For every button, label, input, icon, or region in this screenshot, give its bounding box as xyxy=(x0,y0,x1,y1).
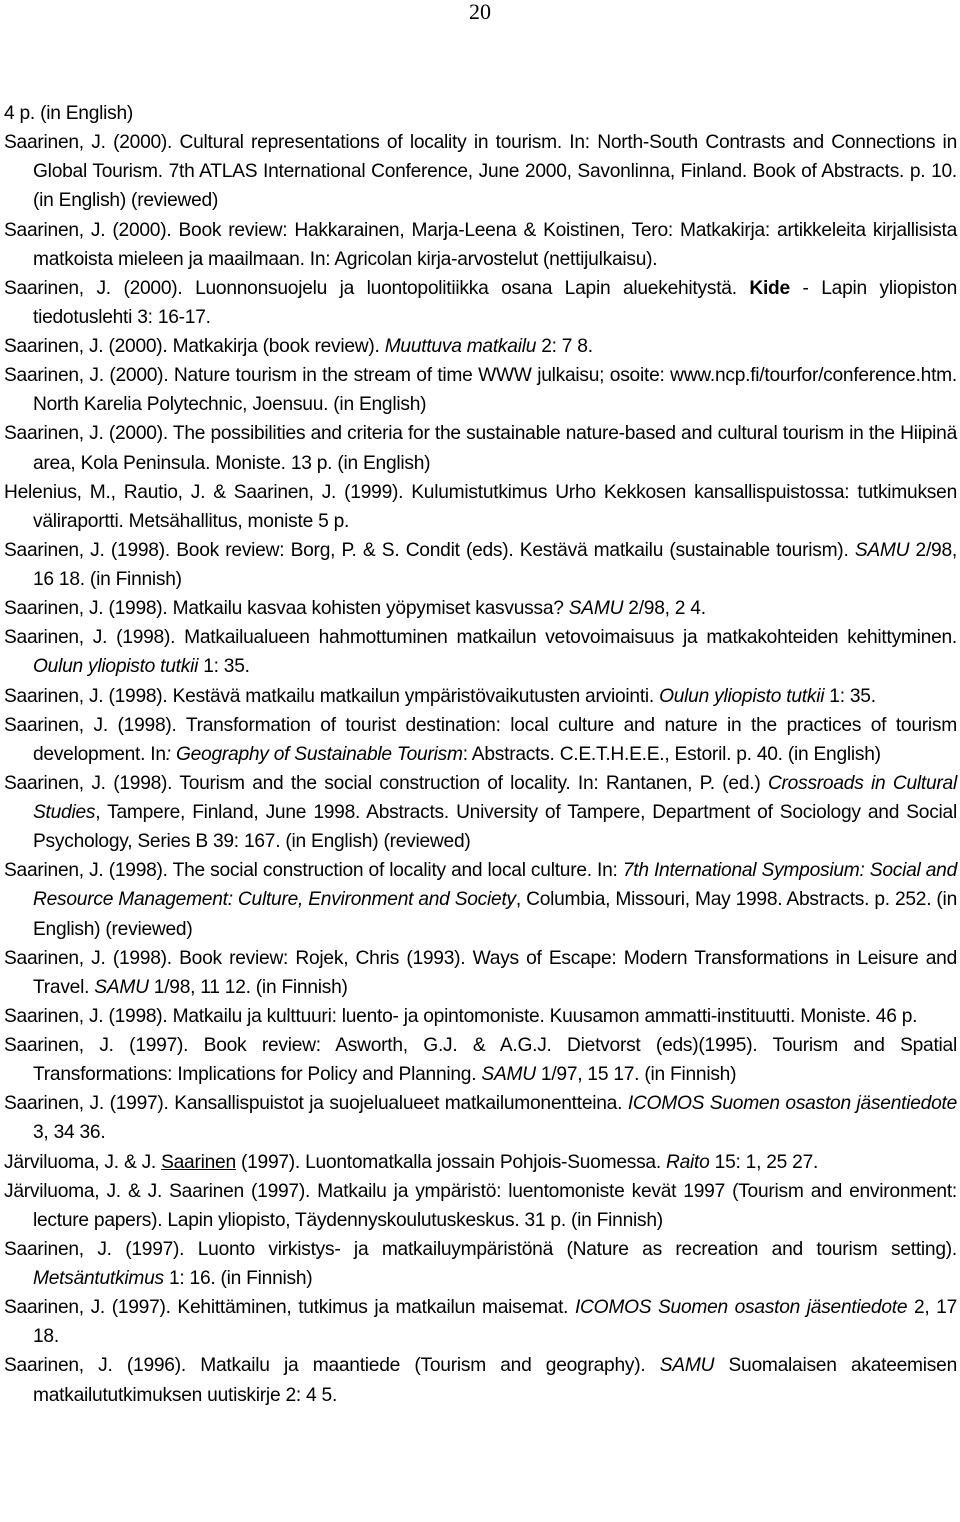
reference-entry xyxy=(4,536,957,594)
reference-text: - Lapin yliopiston tiedotuslehti 3: 16-17. xyxy=(33,277,957,328)
reference-text: 1: 35. xyxy=(824,685,876,707)
reference-italic-text: SAMU xyxy=(568,598,624,620)
reference-text: , Columbia, Missouri, May 1998. Abstracts. p. 252. (in English) (reviewed) xyxy=(33,889,957,940)
reference-entry xyxy=(4,128,957,215)
reference-text: Saarinen, J. (1997). Kehittäminen, tutkimus ja matkailun maisemat. xyxy=(4,1297,575,1319)
reference-entry xyxy=(4,1089,957,1147)
reference-entry xyxy=(4,623,957,681)
page-number: 20 xyxy=(469,0,491,24)
reference-italic-text: SAMU xyxy=(94,976,149,998)
reference-text: Saarinen, J. (2000). Matkakirja (book review). xyxy=(4,336,385,357)
reference-italic-text: Raito xyxy=(666,1151,710,1173)
reference-entry xyxy=(4,1177,957,1235)
reference-italic-text: Muuttuva matkailu xyxy=(384,336,537,357)
reference-text: 2: 7 8. xyxy=(536,336,593,357)
reference-text: Helenius, M., Rautio, J. & Saarinen, J. (1999). Kulumistutkimus Urho Kekkosen kansallispuistossa: tutkimuksen väliraportti. Metsähallitus, moniste 5 p. xyxy=(4,481,957,532)
reference-text: Saarinen, J. (1998). Matkailu ja kulttuuri: luento- ja opintomoniste. Kuusamon ammatti-instituutti. Moniste. 46 p. xyxy=(4,1005,918,1027)
reference-text: , Tampere, Finland, June 1998. Abstracts. University of Tampere, Department of Sociology and Social Psychology, Series B 39: 167. (in English) (reviewed) xyxy=(33,802,957,853)
reference-entry xyxy=(4,769,957,856)
reference-italic-text: SAMU xyxy=(854,539,910,561)
reference-list xyxy=(4,99,957,1410)
reference-text: Saarinen, J. (2000). Book review: Hakkarainen, Marja-Leena & Koistinen, Tero: Matkakirja: artikkeleita kirjallisista matkoista mieleen ja maailmaan. In: Agricolan kirja-arvostelut (nettijulkaisu). xyxy=(4,219,957,270)
reference-text: Saarinen, J. (2000). Nature tourism in the stream of time WWW julkaisu; osoite: www.ncp.fi/tourfor/conference.htm. North Karelia Polytechnic, Joensuu. (in English) xyxy=(4,365,957,416)
reference-text: Saarinen, J. (2000). Luonnonsuojelu ja luontopolitiikka osana Lapin aluekehitystä. xyxy=(4,277,750,299)
reference-italic-text: SAMU xyxy=(481,1064,536,1086)
reference-entry xyxy=(4,1031,957,1089)
reference-entry xyxy=(4,274,957,332)
reference-text: 3, 34 36. xyxy=(33,1122,106,1144)
reference-entry xyxy=(4,1002,957,1031)
reference-text: Saarinen, J. (1997). Book review: Asworth, G.J. & A.G.J. Dietvorst (eds)(1995). Tourism and Spatial Transformations: Implications for Policy and Planning. xyxy=(4,1035,957,1086)
reference-text: Saarinen, J. (1996). Matkailu ja maantiede (Tourism and geography). xyxy=(4,1355,660,1377)
reference-text: Järviluoma, J. & J. Saarinen (1997). Matkailu ja ympäristö: luentomoniste kevät 1997 (Tourism and environment: lecture papers). Lapin yliopisto, Täydennyskoulutuskeskus. 31 p. (in Finnish) xyxy=(4,1180,957,1231)
reference-text: Saarinen, J. (1998). Kestävä matkailu matkailun ympäristövaikutusten arviointi. xyxy=(4,685,660,707)
reference-text: 15: 1, 25 27. xyxy=(709,1151,819,1173)
reference-entry xyxy=(4,594,957,623)
reference-text: 1: 35. xyxy=(198,656,250,678)
reference-text: Saarinen, J. (1998). Book review: Rojek, Chris (1993). Ways of Escape: Modern Transformations in Leisure and Travel. xyxy=(4,947,957,998)
reference-italic-text: Metsäntutkimus xyxy=(33,1268,164,1289)
reference-entry xyxy=(4,944,957,1002)
reference-entry xyxy=(4,478,957,536)
reference-italic-text: Crossroads in Cultural Studies xyxy=(33,772,957,823)
reference-entry xyxy=(4,856,957,943)
reference-text: : Abstracts. C.E.T.H.E.E., Estoril. p. 40. (in English) xyxy=(462,743,881,765)
reference-text: Järviluoma, J. & J. xyxy=(4,1151,162,1173)
reference-text: 4 p. (in English) xyxy=(4,103,134,124)
reference-text: Saarinen, J. (1998). Transformation of tourist destination: local culture and nature in the practices of tourism development. In xyxy=(4,714,957,765)
reference-text: Saarinen, J. (1998). Book review: Borg, P. & S. Condit (eds). Kestävä matkailu (sustainable tourism). xyxy=(4,539,855,561)
reference-text: Suomalaisen akateemisen matkailututkimuksen uutiskirje 2: 4 5. xyxy=(33,1355,957,1406)
reference-italic-text: SAMU xyxy=(659,1355,715,1377)
reference-italic-text: : Geography of Sustainable Tourism xyxy=(165,743,463,765)
reference-entry xyxy=(4,361,957,419)
reference-bold-text: Kide xyxy=(749,277,790,299)
reference-text: Saarinen, J. (1997). Kansallispuistot ja suojelualueet matkailumonentteina. xyxy=(4,1093,628,1115)
reference-entry xyxy=(4,99,957,128)
reference-text: Saarinen, J. (1998). Tourism and the social construction of locality. In: Rantanen, P. (ed.) xyxy=(4,772,768,794)
reference-text: Saarinen xyxy=(161,1151,236,1173)
reference-text: (1997). Luontomatkalla jossain Pohjois-Suomessa. xyxy=(235,1151,667,1173)
reference-entry xyxy=(4,1148,957,1177)
reference-text: 2/98, 16 18. (in Finnish) xyxy=(33,539,957,590)
reference-text: 1/97, 15 17. (in Finnish) xyxy=(535,1064,737,1086)
reference-entry xyxy=(4,332,957,361)
reference-text: Saarinen, J. (2000). Cultural representations of locality in tourism. In: North-South Contrasts and Connections in Global Tourism. 7th ATLAS International Conference, June 2000, Savonlinna, Finland. Book of Abstracts. p. 10. (in English) (reviewed) xyxy=(4,132,957,212)
reference-italic-text: Oulun yliopisto tutkii xyxy=(659,685,825,707)
reference-text: Saarinen, J. (1997). Luonto virkistys- ja matkailuympäristönä (Nature as recreation and tourism setting). xyxy=(4,1238,957,1260)
reference-text: Saarinen, J. (1998). Matkailualueen hahmottuminen matkailun vetovoimaisuus ja matkakohteiden kehittyminen. xyxy=(4,627,957,649)
reference-entry xyxy=(4,1235,957,1293)
reference-italic-text: 7th International Symposium: Social and Resource Management: Culture, Environment and Society xyxy=(33,860,957,911)
reference-entry xyxy=(4,1351,957,1409)
reference-text: Saarinen, J. (1998). The social construction of locality and local culture. In: xyxy=(4,860,623,882)
reference-italic-text: ICOMOS Suomen osaston jäsentiedote xyxy=(627,1093,957,1115)
reference-italic-text: ICOMOS Suomen osaston jäsentiedote xyxy=(574,1297,908,1319)
reference-entry xyxy=(4,711,957,769)
reference-text: 2/98, 2 4. xyxy=(623,598,706,620)
reference-text: 1: 16. (in Finnish) xyxy=(163,1268,313,1289)
reference-entry xyxy=(4,1293,957,1351)
reference-italic-text: Oulun yliopisto tutkii xyxy=(33,656,199,678)
reference-entry xyxy=(4,216,957,274)
reference-text: 2, 17 18. xyxy=(33,1297,957,1348)
reference-entry xyxy=(4,419,957,477)
reference-text: Saarinen, J. (2000). The possibilities and criteria for the sustainable nature-based and cultural tourism in the Hiipinä area, Kola Peninsula. Moniste. 13 p. (in English) xyxy=(4,423,957,474)
reference-text: Saarinen, J. (1998). Matkailu kasvaa kohisten yöpymiset kasvussa? xyxy=(4,598,569,620)
reference-entry xyxy=(4,682,957,711)
reference-text: 1/98, 11 12. (in Finnish) xyxy=(148,976,348,998)
